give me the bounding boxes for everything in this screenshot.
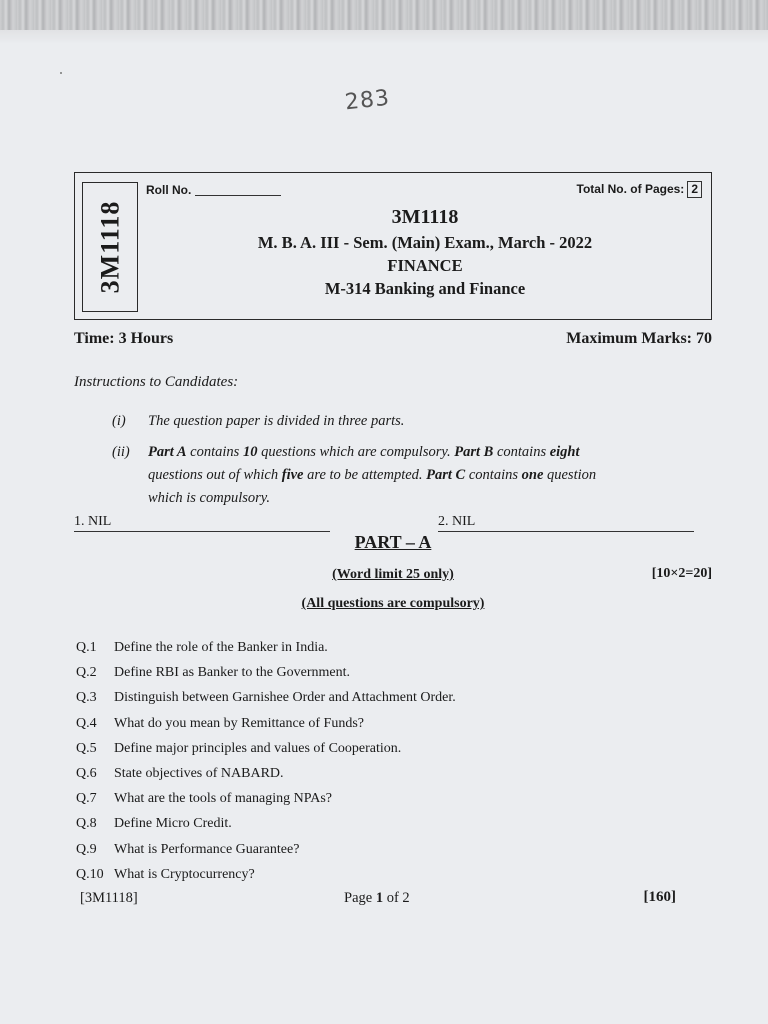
- question-text: Define the role of the Banker in India.: [114, 640, 328, 655]
- compulsory-note: (All questions are compulsory): [301, 596, 485, 611]
- question-text: Define RBI as Banker to the Government.: [114, 665, 350, 681]
- question-number: Q.5: [76, 740, 97, 756]
- footer-count: [160]: [643, 889, 676, 905]
- question-item: [76, 862, 456, 887]
- instr-text: question: [543, 467, 597, 483]
- paper-title: M-314 Banking and Finance: [324, 279, 526, 298]
- question-item: [76, 635, 456, 660]
- question-text: Define major principles and values of Cooperation.: [114, 740, 402, 756]
- question-number: Q.8: [76, 816, 97, 832]
- instr-part-b: Part B: [454, 444, 494, 460]
- scan-speck: [60, 72, 62, 74]
- question-item: [76, 837, 456, 862]
- question-number: Q.7: [76, 791, 97, 807]
- instruction-2: [112, 441, 712, 510]
- instr-part-c: Part C: [426, 467, 466, 483]
- question-item: [76, 811, 456, 836]
- instr-text: questions which are compulsory.: [257, 444, 455, 460]
- instr-text: contains: [493, 444, 550, 460]
- question-number: Q.1: [76, 640, 97, 655]
- scan-edge-strip: [0, 0, 768, 44]
- time-allowed: Time: 3 Hours: [74, 330, 174, 347]
- handwritten-number: 283: [343, 85, 392, 116]
- instruction-2-number: (ii): [112, 444, 130, 460]
- roll-no-line: [195, 195, 281, 196]
- question-number: Q.3: [76, 690, 97, 706]
- roll-no-label: Roll No.: [146, 183, 192, 197]
- question-text: What is Cryptocurrency?: [114, 866, 255, 882]
- instr-text: contains: [186, 444, 243, 460]
- total-pages: [577, 181, 702, 198]
- question-text: What are the tools of managing NPAs?: [114, 791, 332, 807]
- instr-count-five: five: [281, 467, 304, 483]
- question-item: [76, 786, 456, 811]
- word-limit: (Word limit 25 only): [332, 567, 454, 582]
- part-a-marks: [10×2=20]: [651, 566, 712, 581]
- instructions-heading: Instructions to Candidates:: [74, 374, 239, 390]
- subject-title: FINANCE: [387, 256, 463, 275]
- instr-text: are to be attempted.: [303, 467, 427, 483]
- instr-text: contains: [465, 467, 522, 483]
- material-item-2: 2. NIL: [438, 514, 694, 532]
- instr-part-a: Part A: [148, 444, 187, 460]
- total-pages-label: Total No. of Pages:: [576, 182, 685, 196]
- page-current: 1: [375, 890, 384, 906]
- maximum-marks: Maximum Marks: 70: [566, 330, 712, 347]
- total-pages-value: 2: [687, 181, 702, 198]
- vertical-paper-code: 3M1118: [95, 200, 125, 294]
- exam-title: M. B. A. III - Sem. (Main) Exam., March - 2022: [257, 233, 593, 252]
- question-number: Q.2: [76, 665, 97, 681]
- question-item: [76, 736, 456, 761]
- part-a-title: PART – A: [354, 532, 432, 552]
- question-text: State objectives of NABARD.: [114, 765, 284, 781]
- question-number: Q.9: [76, 841, 97, 857]
- question-number: Q.10: [76, 866, 104, 882]
- question-item: [76, 711, 456, 736]
- paper-code: 3M1118: [391, 206, 459, 228]
- instr-count-eight: eight: [549, 444, 580, 460]
- page-prefix: Page: [344, 890, 376, 906]
- question-number: Q.4: [76, 715, 97, 731]
- instruction-2-line-3: which is compulsory.: [148, 490, 271, 506]
- question-item: [76, 761, 456, 786]
- instruction-1-text: The question paper is divided in three parts.: [148, 413, 405, 429]
- instruction-2-line-2: [112, 464, 712, 487]
- question-text: Distinguish between Garnishee Order and Attachment Order.: [114, 690, 456, 706]
- roll-no: [146, 183, 281, 197]
- instruction-2-line-1: [112, 441, 712, 464]
- page-total: 2: [402, 890, 410, 906]
- page-mid: of: [383, 890, 403, 906]
- vertical-code-box: [82, 182, 138, 312]
- question-text: What is Performance Guarantee?: [114, 841, 300, 857]
- footer-paper-code: [3M1118]: [80, 890, 138, 906]
- instr-text: questions out of which: [148, 467, 282, 483]
- question-text: What do you mean by Remittance of Funds?: [114, 715, 364, 731]
- question-item: [76, 660, 456, 685]
- instruction-1-number: (i): [112, 413, 126, 429]
- instr-count-ten: 10: [242, 444, 258, 460]
- instruction-1: [112, 410, 404, 433]
- footer-page-number: [344, 890, 410, 907]
- question-number: Q.6: [76, 765, 97, 781]
- instr-count-one: one: [521, 467, 544, 483]
- material-item-1: 1. NIL: [74, 514, 330, 532]
- question-text: Define Micro Credit.: [114, 816, 232, 832]
- question-item: [76, 685, 456, 710]
- question-list: [76, 635, 456, 887]
